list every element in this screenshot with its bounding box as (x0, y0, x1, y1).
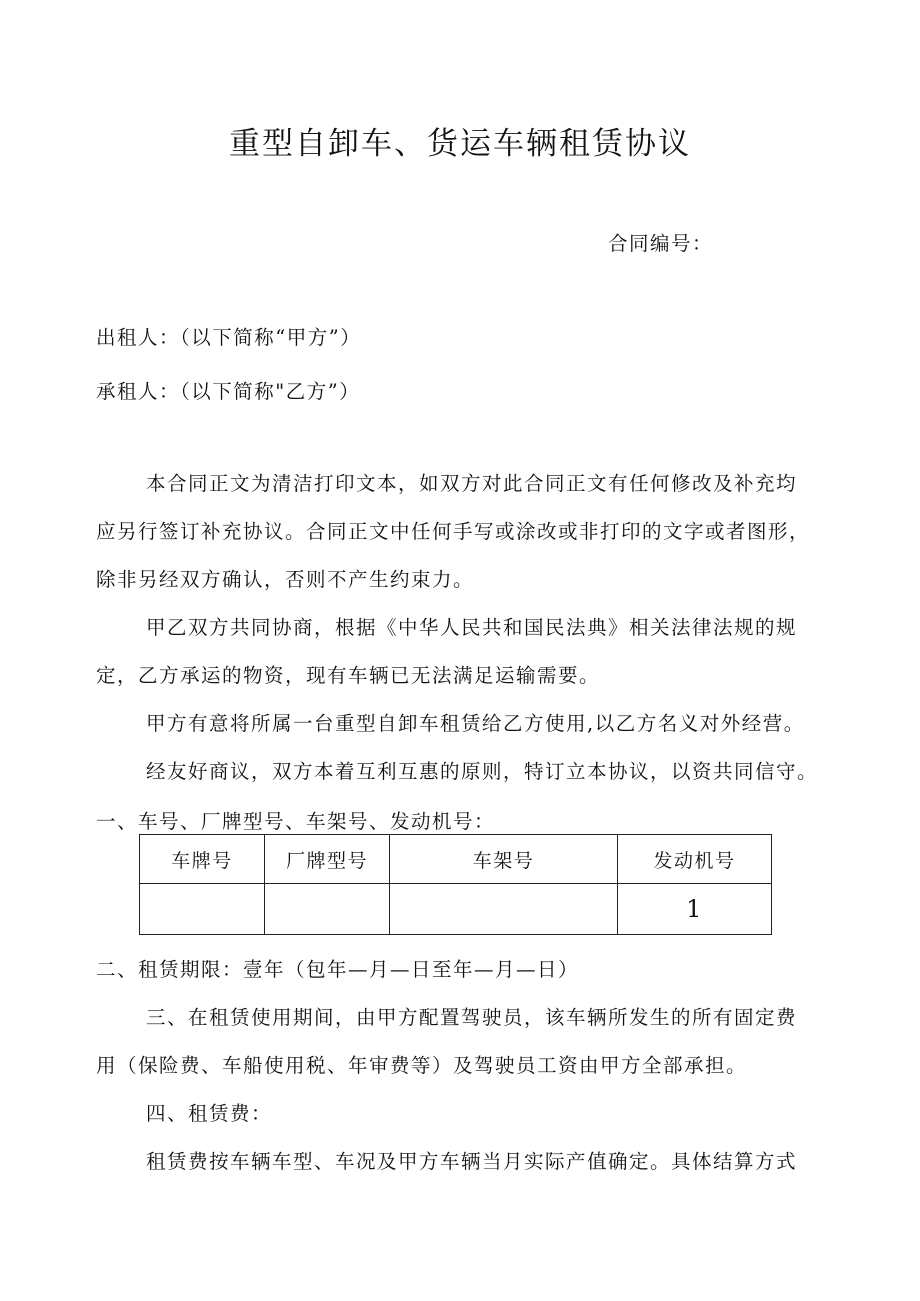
lessee-line: 承租人：（以下简称"乙方”） (96, 380, 361, 403)
table-header-row (140, 835, 772, 884)
table-cell (390, 884, 618, 935)
table-cell (140, 884, 265, 935)
paragraph-line: 甲乙双方共同协商，根据《中华人民共和国民法典》相关法律法规的规 (146, 616, 798, 639)
lessor-line: 出租人：（以下简称“甲方”） (96, 326, 362, 349)
paragraph-line: 除非另经双方确认，否则不产生约束力。 (96, 568, 475, 591)
paragraph-line: 定，乙方承运的物资，现有车辆已无法满足运输需要。 (96, 664, 601, 687)
vehicle-table (139, 834, 772, 935)
paragraph-line: 应另行签订补充协议。合同正文中任何手写或涂改或非打印的文字或者图形， (96, 520, 811, 543)
paragraph-line: 用（保险费、车船使用税、年审费等）及驾驶员工资由甲方全部承担。 (96, 1054, 748, 1077)
table-header-cell: 厂牌型号 (265, 835, 390, 884)
paragraph-line: 租赁费按车辆车型、车况及甲方车辆当月实际产值确定。具体结算方式 (146, 1150, 798, 1173)
table-header-cell: 车牌号 (140, 835, 265, 884)
page-title: 重型自卸车、货运车辆租赁协议 (229, 126, 691, 162)
table-cell: 1 (618, 884, 772, 935)
table-cell (265, 884, 390, 935)
table-row (140, 884, 772, 935)
paragraph-line: 甲方有意将所属一台重型自卸车租赁给乙方使用,以乙方名义对外经营。 (146, 712, 805, 735)
table-header-cell: 车架号 (390, 835, 618, 884)
section-heading: 四、租赁费： (146, 1102, 273, 1125)
paragraph-line: 本合同正文为清洁打印文本，如双方对此合同正文有任何修改及补充均 (146, 472, 798, 495)
paragraph-line: 三、在租赁使用期间，由甲方配置驾驶员，该车辆所发生的所有固定费 (146, 1006, 798, 1029)
paragraph-line: 经友好商议，双方本着互利互惠的原则，特订立本协议，以资共同信守。 (146, 760, 819, 783)
contract-number-label: 合同编号： (608, 232, 714, 255)
section-heading: 一、车号、厂牌型号、车架号、发动机号： (96, 810, 496, 833)
section-heading: 二、租赁期限：壹年（包年—月—日至年—月—日） (96, 958, 580, 981)
table-header-cell: 发动机号 (618, 835, 772, 884)
